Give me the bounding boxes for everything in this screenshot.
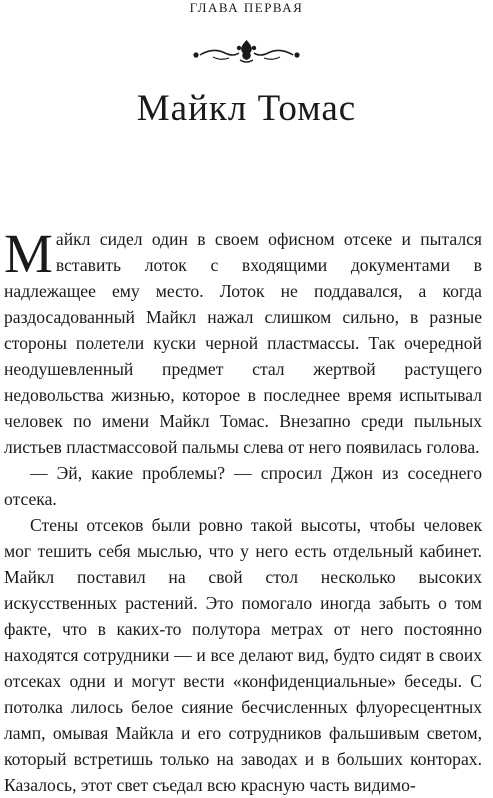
paragraph-text: айкл сидел один в своем офисном отсеке и пытался вставить лоток с входящими документами в надлежащее ему место. Лоток не поддавался, а когда раздосадованный Майкл нажал слишком сильно, в разные стороны полетели куски черной пластмассы. Так очередной неодушевленный предмет стал жертвой растущего недовольства жизнью, которое в последнее время испытывал человек по имени Майкл Томас. Внезапно среди пыльных листьев пластмассовой пальмы слева от него появилась голова.: [4, 229, 482, 457]
paragraph: — Эй, какие проблемы? — спросил Джон из соседнего отсека.: [4, 463, 482, 509]
body-text: [4, 223, 482, 798]
paragraph: [4, 223, 482, 460]
chapter-title: Майкл Томас: [136, 88, 357, 129]
drop-cap: М: [4, 223, 53, 284]
ornament-divider: [191, 36, 302, 66]
chapter-label: ГЛАВА ПЕРВАЯ: [189, 0, 304, 15]
paragraph: Стены отсеков были ровно такой высоты, чтобы человек мог тешить себя мыслью, что у него есть отдельный кабинет. Майкл поставил на свой стол несколько высоких искусственных растений. Это помогало иногда забыть о том факте, что в каких-то полутора метрах от него постоянно находятся сотрудники — и все делают вид, будто сидят в своих отсеках одни и могут вести «конфиденциальные» беседы. С потолка лилось белое сияние бесчисленных флуоресцентных ламп, омывая Майкла и его сотрудников фальшивым светом, который встретишь только на заводах и в больших конторах. Казалось, этот свет съедал всю красную часть видимо-: [4, 515, 482, 795]
